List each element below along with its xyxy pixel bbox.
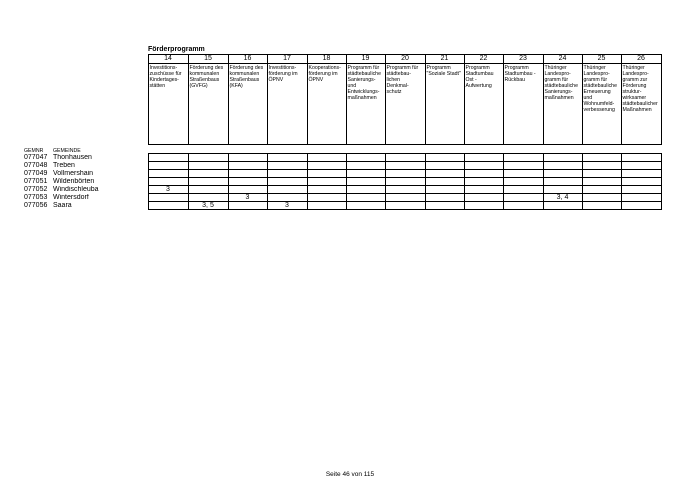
column-description: Programm Stadtumbau - Rückbau [503, 64, 543, 145]
data-cell [582, 162, 621, 170]
gemeinde-cell: Windischleuba [53, 186, 99, 193]
data-cell [148, 202, 188, 210]
column-number: 16 [228, 55, 267, 64]
data-cell [621, 186, 661, 194]
column-number: 24 [543, 55, 582, 64]
column-description: Investitions-zuschüsse für Kindertages-stätten [148, 64, 188, 145]
gemnr-cell: 077053 [24, 194, 48, 201]
column-number: 23 [503, 55, 543, 64]
data-cell [464, 154, 503, 162]
data-cell [346, 194, 385, 202]
data-cell [385, 178, 425, 186]
gemeinde-cell: Vollmershain [53, 170, 94, 177]
data-cell [425, 154, 464, 162]
gemnr-header: GEMNR [24, 147, 44, 154]
data-cell [346, 178, 385, 186]
data-cell [267, 178, 307, 186]
data-cell [188, 186, 228, 194]
data-cell [464, 162, 503, 170]
gemeinde-cell: Wildenbörten [53, 178, 95, 185]
data-cell [148, 178, 188, 186]
data-cell [346, 186, 385, 194]
spacer-cell [148, 145, 188, 154]
data-cell: 3, 5 [188, 202, 228, 210]
data-cell [148, 170, 188, 178]
gemeinde-cell: Treben [53, 162, 75, 169]
column-number: 22 [464, 55, 503, 64]
data-cell [425, 186, 464, 194]
data-cell [385, 202, 425, 210]
spacer-cell [307, 145, 346, 154]
table-row [24, 186, 661, 194]
column-number: 14 [148, 55, 188, 64]
data-cell [425, 162, 464, 170]
data-cell [148, 194, 188, 202]
data-cell [621, 194, 661, 202]
data-cell [307, 202, 346, 210]
data-cell [188, 178, 228, 186]
data-cell [385, 170, 425, 178]
spacer-cell [53, 64, 148, 145]
data-cell [503, 170, 543, 178]
spacer-cell [582, 145, 621, 154]
data-cell [307, 178, 346, 186]
data-cell [188, 194, 228, 202]
data-cell [228, 202, 267, 210]
column-number: 18 [307, 55, 346, 64]
spacer-cell [385, 145, 425, 154]
column-description: Programm für städtebau-lichen Denkmal-schutz [385, 64, 425, 145]
data-cell [188, 162, 228, 170]
spacer-cell [188, 145, 228, 154]
data-cell [503, 194, 543, 202]
table-row [24, 162, 661, 170]
data-cell [621, 162, 661, 170]
gemnr-cell: 077049 [24, 170, 48, 177]
page-footer: Seite 46 von 115 [325, 471, 375, 478]
data-cell [267, 170, 307, 178]
data-cell [503, 154, 543, 162]
data-cell [385, 162, 425, 170]
data-cell [582, 194, 621, 202]
column-number: 20 [385, 55, 425, 64]
column-description: Programm "Soziale Stadt" [425, 64, 464, 145]
data-cell [543, 186, 582, 194]
data-cell [621, 178, 661, 186]
column-number: 15 [188, 55, 228, 64]
data-cell [621, 202, 661, 210]
spacer-cell [621, 145, 661, 154]
data-cell [307, 162, 346, 170]
data-cell [582, 202, 621, 210]
data-cell [385, 154, 425, 162]
data-cell [425, 170, 464, 178]
column-number: 17 [267, 55, 307, 64]
data-cell [543, 170, 582, 178]
data-cell [346, 202, 385, 210]
column-description: Thüringer Landespro-gramm für städtebauliche Erneuerung und Wohnumfeld-verbesserung [582, 64, 621, 145]
column-description: Förderung des kommunalen Straßenbaus (KFA) [228, 64, 267, 145]
data-cell [503, 162, 543, 170]
spacer-cell [24, 64, 53, 145]
data-cell [582, 186, 621, 194]
spacer-cell [543, 145, 582, 154]
gemnr-cell: 077051 [24, 178, 48, 185]
column-number: 21 [425, 55, 464, 64]
table-row [24, 154, 661, 162]
data-cell: 3 [228, 194, 267, 202]
data-cell [621, 154, 661, 162]
data-cell [188, 154, 228, 162]
data-cell [267, 186, 307, 194]
gemeinde-cell: Wintersdorf [53, 194, 89, 201]
data-cell [582, 170, 621, 178]
data-cell [464, 194, 503, 202]
data-cell [425, 178, 464, 186]
data-cell [346, 162, 385, 170]
gemnr-cell: 077052 [24, 186, 48, 193]
data-cell [582, 178, 621, 186]
data-cell [228, 154, 267, 162]
data-cell [543, 202, 582, 210]
column-number: 25 [582, 55, 621, 64]
gemnr-cell: 077048 [24, 162, 48, 169]
data-cell [148, 162, 188, 170]
column-description: Investitions-förderung im ÖPNV [267, 64, 307, 145]
table-header-row [24, 145, 661, 154]
column-description: Programm Stadtumbau Ost - Aufwertung [464, 64, 503, 145]
column-number-row [24, 55, 661, 64]
data-cell: 3 [267, 202, 307, 210]
gemnr-cell: 077047 [24, 154, 48, 161]
column-description: Kooperations-förderung im ÖPNV [307, 64, 346, 145]
data-cell [503, 186, 543, 194]
data-cell: 3 [148, 186, 188, 194]
data-cell [346, 154, 385, 162]
data-cell [228, 186, 267, 194]
spacer-cell [503, 145, 543, 154]
data-cell [228, 170, 267, 178]
data-cell [464, 202, 503, 210]
program-table [24, 54, 662, 210]
spacer-cell [464, 145, 503, 154]
data-cell [148, 154, 188, 162]
table-row [24, 170, 661, 178]
section-title: Förderprogramm [148, 46, 205, 53]
data-cell [543, 162, 582, 170]
column-description-row [24, 64, 661, 145]
data-cell [307, 186, 346, 194]
gemnr-cell: 077056 [24, 202, 48, 209]
data-cell [267, 194, 307, 202]
data-cell [543, 178, 582, 186]
data-cell [307, 170, 346, 178]
data-cell [543, 154, 582, 162]
data-cell [228, 162, 267, 170]
spacer-cell [346, 145, 385, 154]
data-cell [464, 178, 503, 186]
spacer-cell [425, 145, 464, 154]
data-cell [346, 170, 385, 178]
column-number: 26 [621, 55, 661, 64]
data-cell [307, 194, 346, 202]
column-description: Thüringer Landespro-gramm für städtebauliche Sanierungs-maßnahmen [543, 64, 582, 145]
data-cell [464, 186, 503, 194]
gemeinde-cell: Saara [53, 202, 72, 209]
data-cell [228, 178, 267, 186]
spacer-cell [24, 55, 53, 64]
gemeinde-cell: Thonhausen [53, 154, 92, 161]
table-row [24, 202, 661, 210]
column-description: Förderung des kommunalen Straßenbaus (GVFG) [188, 64, 228, 145]
gemeinde-header: GEMEINDE [53, 147, 81, 154]
table-row [24, 194, 661, 202]
data-cell [425, 202, 464, 210]
data-cell: 3, 4 [543, 194, 582, 202]
data-cell [503, 178, 543, 186]
data-cell [267, 162, 307, 170]
data-cell [188, 170, 228, 178]
data-cell [582, 154, 621, 162]
spacer-cell [228, 145, 267, 154]
data-cell [307, 154, 346, 162]
table-row [24, 178, 661, 186]
column-description: Thüringer Landespro-gramm zur Förderung struktur-wirksamer städtebaulicher Maßnahmen [621, 64, 661, 145]
spacer-cell [267, 145, 307, 154]
data-cell [425, 194, 464, 202]
spacer-cell [53, 55, 148, 64]
data-cell [464, 170, 503, 178]
column-number: 19 [346, 55, 385, 64]
data-cell [385, 186, 425, 194]
data-cell [385, 194, 425, 202]
data-cell [503, 202, 543, 210]
column-description: Programm für städtebauliche Sanierungs- und Entwicklungs-maßnahmen [346, 64, 385, 145]
data-cell [267, 154, 307, 162]
data-cell [621, 170, 661, 178]
